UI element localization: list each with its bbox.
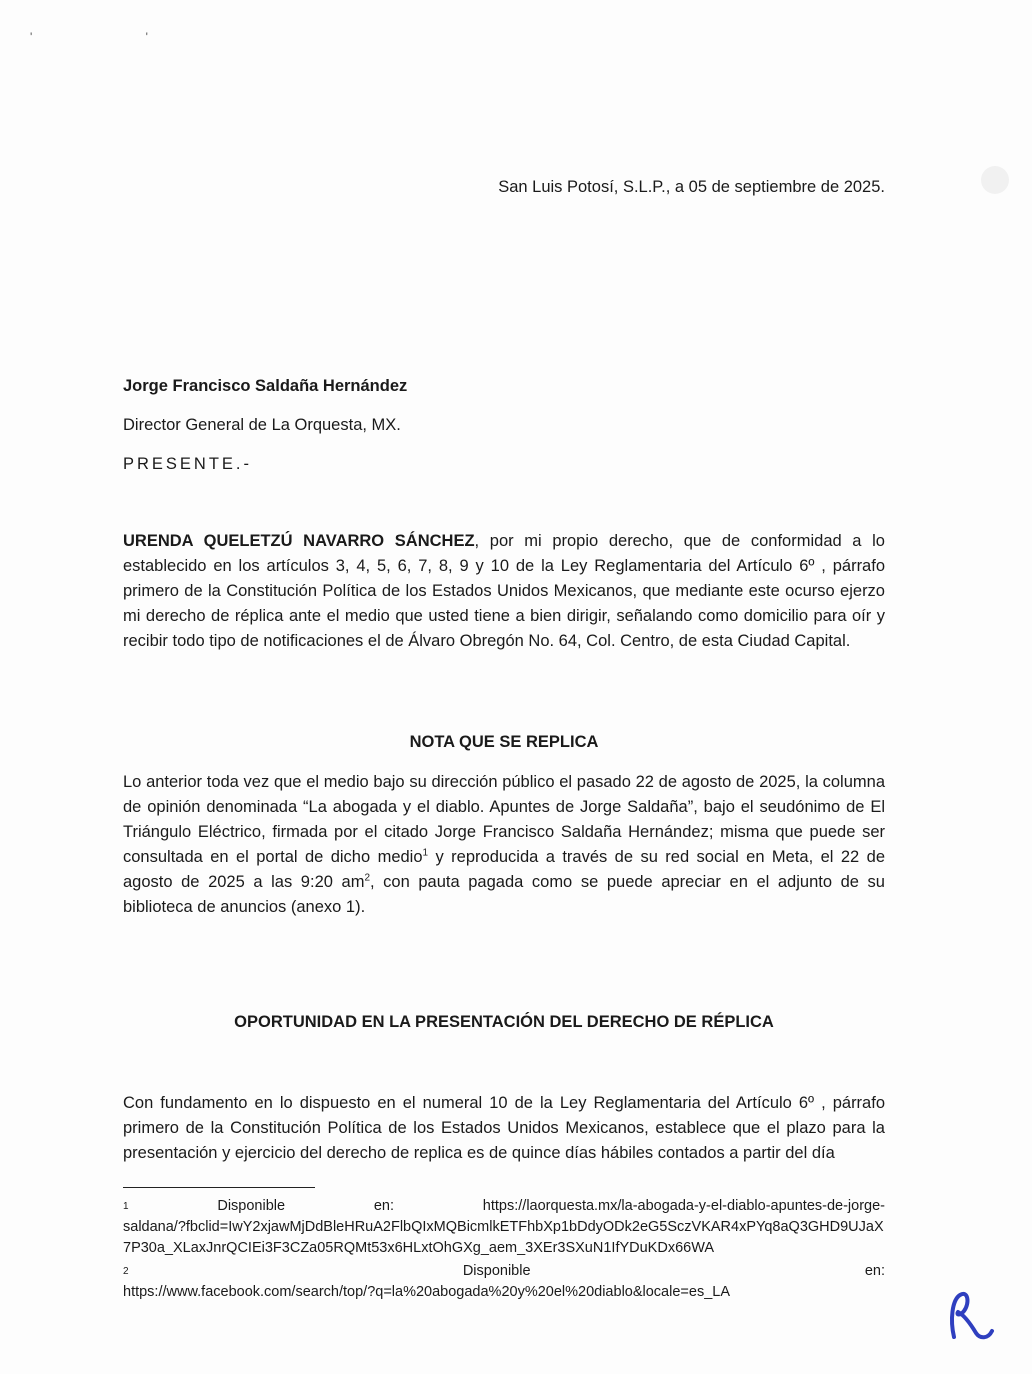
addressee-name: Jorge Francisco Saldaña Hernández: [123, 377, 408, 395]
footnote-1: [123, 1196, 885, 1259]
nota-text-c: , con pauta pagada como se puede apreciar en el adjunto de su biblioteca de anuncios (anexo 1).: [123, 873, 885, 916]
scan-smudge: [960, 150, 1020, 210]
intro-paragraph: [123, 529, 885, 654]
intro-text: , por mi propio derecho, que de conformidad a lo establecido en los artículos 3, 4, 5, 6, 7, 8, 9 y 10 de la Ley Reglamentaria del Artículo 6º , párrafo primero de la Constitución Política de los Estados Unidos Mexicanos, que mediante este ocurso ejerzo mi derecho de réplica ante el medio que usted tiene a bien dirigir, señalando como domicilio para oír y recibir todo tipo de notificaciones el de Álvaro Obregón No. 64, Col. Centro, de esta Ciudad Capital.: [123, 532, 885, 650]
footnote-separator: [123, 1187, 315, 1188]
nota-text-b: y reproducida a través de su red social en Meta, el 22 de agosto de 2025 a las 9:20 am: [123, 848, 885, 891]
addressee-role: Director General de La Orquesta, MX.: [123, 416, 401, 434]
footnote-1-label: Disponible: [217, 1198, 286, 1214]
footnote-2-label: Disponible: [462, 1263, 531, 1279]
date-line: San Luis Potosí, S.L.P., a 05 de septiembre de 2025.: [498, 178, 885, 196]
footnote-2-en: en:: [864, 1263, 885, 1279]
sender-name: URENDA QUELETZÚ NAVARRO SÁNCHEZ: [123, 532, 475, 550]
footnote-2-number: 2: [123, 1266, 129, 1277]
presente-line: PRESENTE.-: [123, 455, 253, 473]
footnote-ref-1: 1: [422, 847, 429, 859]
handwritten-initials: [940, 1285, 1000, 1345]
heading-nota: NOTA QUE SE REPLICA: [409, 733, 599, 751]
oportunidad-paragraph: Con fundamento en lo dispuesto en el numeral 10 de la Ley Reglamentaria del Artículo 6º , párrafo primero de la Constitución Política de los Estados Unidos Mexicanos, establece que el plazo para la presentación y ejercicio del derecho de replica es de quince días hábiles contados a partir del día: [123, 1094, 885, 1162]
footnote-2-url: https://www.facebook.com/search/top/?q=la%20abogada%20y%20el%20diablo&locale=es_LA: [123, 1284, 730, 1300]
footnote-1-number: 1: [123, 1201, 129, 1212]
footnote-ref-2: 2: [364, 872, 370, 884]
scan-marks: ' ': [30, 30, 203, 44]
footnote-1-url-start: https://laorquesta.mx/la-abogada-y-el-diablo-apuntes-de-jorge-: [482, 1198, 885, 1214]
heading-oportunidad: OPORTUNIDAD EN LA PRESENTACIÓN DEL DERECHO DE RÉPLICA: [234, 1013, 774, 1031]
nota-text-a: Lo anterior toda vez que el medio bajo su dirección público el pasado 22 de agosto de 2025, la columna de opinión denominada “La abogada y el diablo. Apuntes de Jorge Saldaña”, bajo el seudónimo de El Triángulo Eléctrico, firmada por el citado Jorge Francisco Saldaña Hernández; misma que puede ser consultada en el portal de dicho medio: [123, 773, 885, 866]
footnote-2: [123, 1261, 885, 1303]
footnote-1-en: en:: [373, 1198, 395, 1214]
nota-paragraph: [123, 770, 885, 920]
footnote-1-url-rest: saldana/?fbclid=IwY2xjawMjDdBleHRuA2FlbQIxMQBicmlkETFhbXp1bDdyODk2eG5SczVKAR4xPYq8aQ3GHD9UJaX7P30a_XLaxJnrQCIEi3F3CZa05RQMt53x6HLxtOhGXg_aem_3XEr3SXuN1IfYDuKDx66WA: [123, 1219, 884, 1256]
